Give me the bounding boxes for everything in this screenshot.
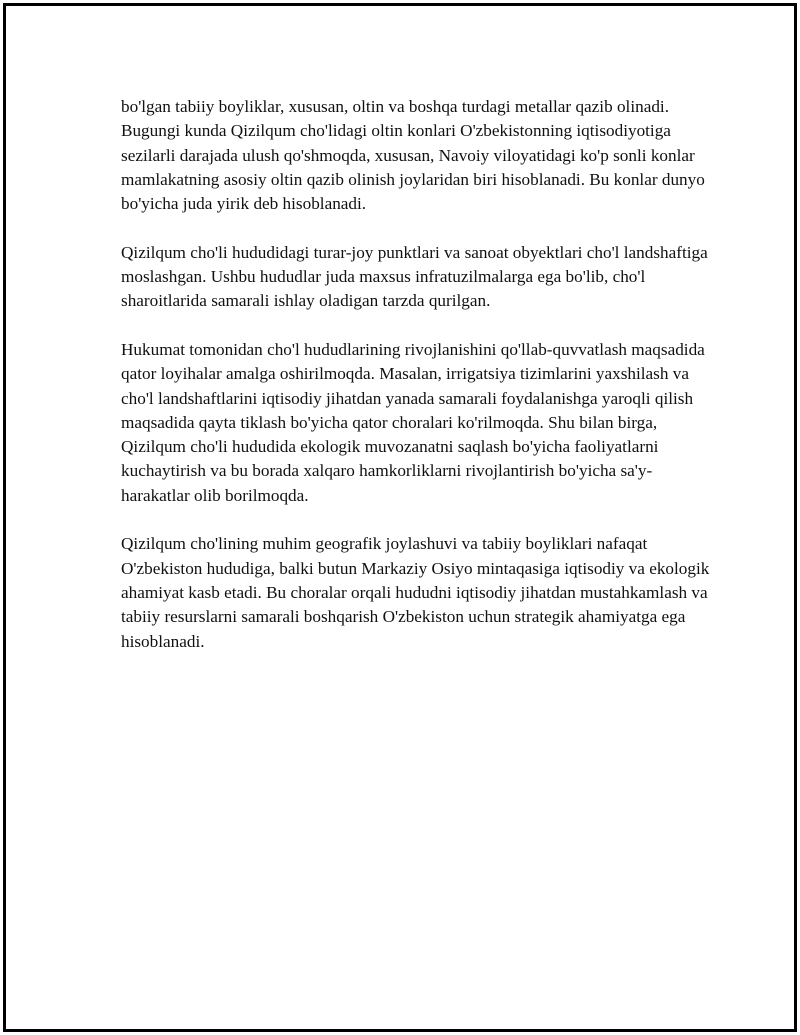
page-frame xyxy=(3,3,797,1032)
paragraph-2: Qizilqum cho'li hududidagi turar-joy punktlari va sanoat obyektlari cho'l landshaftiga moslashgan. Ushbu hududlar juda maxsus infratuzilmalarga ega bo'lib, cho'l sharoitlarida samarali ishlay oladigan tarzda qurilgan. xyxy=(121,242,708,311)
paragraph-3: Hukumat tomonidan cho'l hududlarining rivojlanishini qo'llab-quvvatlash maqsadida qator loyihalar amalga oshirilmoqda. Masalan, irrigatsiya tizimlarini yaxshilash va cho'l landshaftlarini iqtisodiy jihatdan yanada samarali foydalanishga yaroqli qilish maqsadida qayta tiklash bo'yicha qator choralari ko'rilmoqda. Shu bilan birga, Qizilqum cho'li hududida ekologik muvozanatni saqlash bo'yicha faoliyatlarni kuchaytirish va bu borada xalqaro hamkorliklarni rivojlantirish bo'yicha sa'y-harakatlar olib borilmoqda. xyxy=(121,339,705,505)
paragraph-1: bo'lgan tabiiy boyliklar, xususan, oltin va boshqa turdagi metallar qazib olinadi. Bugungi kunda Qizilqum cho'lidagi oltin konlari O'zbekistonning iqtisodiyotiga sezilarli darajada ulush qo'shmoqda, xususan, Navoiy viloyatidagi ko'p sonli konlar mamlakatning asosiy oltin qazib olinish joylaridan biri hisoblanadi. Bu konlar dunyo bo'yicha juda yirik deb hisoblanadi. xyxy=(121,97,705,214)
document-body xyxy=(121,95,711,678)
paragraph-4: Qizilqum cho'lining muhim geografik joylashuvi va tabiiy boyliklari nafaqat O'zbekiston hududiga, balki butun Markaziy Osiyo mintaqasiga iqtisodiy va ekologik ahamiyat kasb etadi. Bu choralar orqali hududni iqtisodiy jihatdan mustahkamlash va tabiiy resurslarni samarali boshqarish O'zbekiston uchun strategik ahamiyatga ega hisoblanadi. xyxy=(121,534,710,651)
